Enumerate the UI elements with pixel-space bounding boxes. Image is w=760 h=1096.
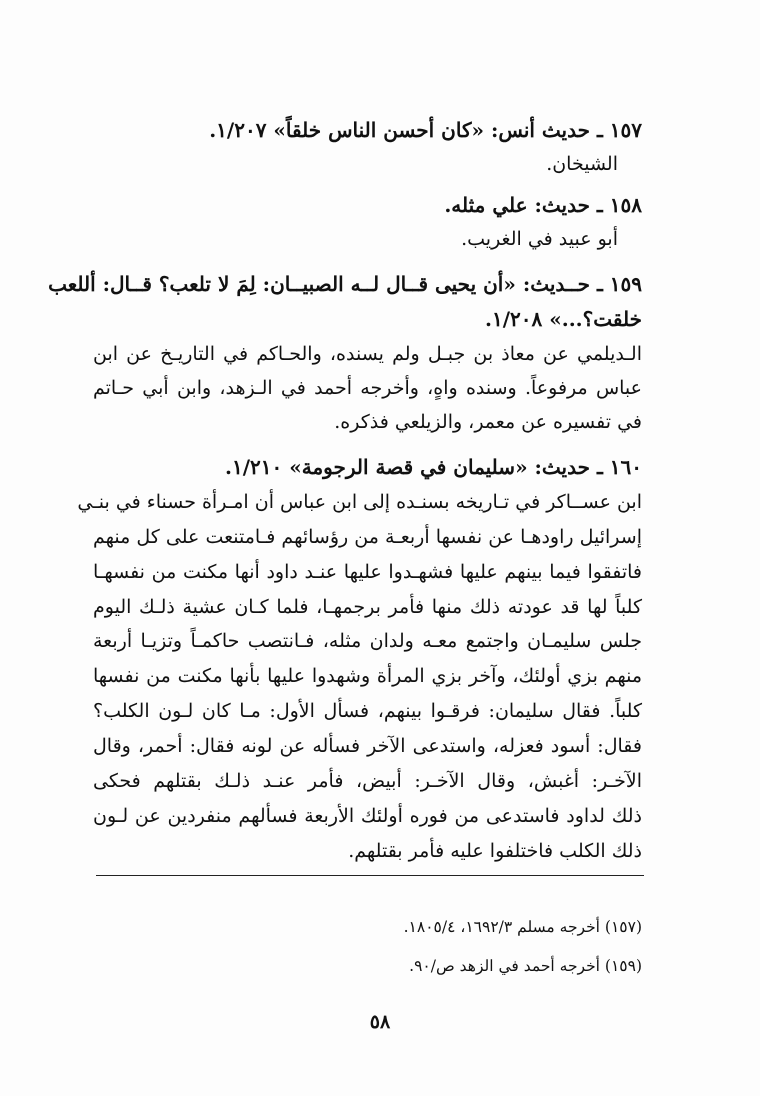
entry-160-body-line-6: منهم بزي أولئك، وآخر بزي المرأة وشهدوا عليها بأنها مكنت من نفسها: [93, 665, 642, 687]
entry-160-body-line-2: إسرائيل راودهـا عن نفسها أربعـة من رؤسائهم فـامتنعت على كل منهم: [93, 526, 642, 548]
entry-160-body-line-9: الآخـر: أغبش، وقال الآخـر: أبيض، فأمر عنـد ذلـك بقتلهم فحكى: [93, 770, 642, 792]
entry-160-title: ١٦٠ ـ حديث: «سليمان في قصة الرجومة» ١/٢١٠.: [225, 455, 642, 479]
entry-160-body-line-8: فقال: أسود فعزله، واستدعى الآخر فسأله عن لونه فقال: أحمر، وقال: [93, 735, 642, 757]
footnote-157: (١٥٧) أخرجه مسلم ١٦٩٢/٣، ١٨٠٥/٤.: [403, 918, 642, 936]
entry-157-title: ١٥٧ ـ حديث أنس: «كان أحسن الناس خلقاً» ١/٢٠٧.: [209, 118, 642, 142]
entry-160-body-line-7: كلباً. فقال سليمان: فرقـوا بينهم، فسأل الأول: مـا كان لـون الكلب؟: [93, 700, 642, 722]
entry-158-title: ١٥٨ ـ حديث: علي مثله.: [444, 193, 642, 217]
entry-160-body-line-3: فاتفقوا فيما بينهم عليها فشهـدوا عليها عنـد داود أنها مكنت من نفسهـا: [93, 561, 642, 583]
footnote-159: (١٥٩) أخرجه أحمد في الزهد ص/٩٠.: [409, 957, 642, 975]
entry-160-body-line-5: جلس سليمـان واجتمع معـه ولدان مثله، فـانتصب حاكمـاً وتزيـا أربعة: [93, 630, 642, 652]
entry-157-body: الشيخان.: [546, 153, 618, 175]
entry-159-body-line-1: الـديلمي عن معاذ بن جبـل ولم يسنده، والحـاكم في التاريـخ عن ابن: [93, 343, 642, 365]
entry-160-body-line-1: ابن عســاكر في تـاريخه بسنـده إلى ابن عباس أن امـرأة حسناء في بنـي: [77, 491, 642, 513]
page-number: ٥٨: [369, 1011, 391, 1033]
entry-159-title-line-1: ١٥٩ ـ حــديث: «أن يحيى قــال لــه الصبيــان: لِمَ لا تلعب؟ قــال: أللعب: [48, 272, 642, 296]
entry-160-body-line-10: ذلك لداود فاستدعى من فوره أولئك الأربعة فسألهم منفردين عن لـون: [93, 805, 642, 827]
entry-159-title-line-2: خلقت؟...» ١/٢٠٨.: [485, 307, 642, 331]
entry-159-body-line-2: عباس مرفوعاً. وسنده واهٍ، وأخرجه أحمد في الـزهد، وابن أبي حـاتم: [93, 377, 642, 399]
entry-160-body-line-11: ذلك الكلب فاختلفوا عليه فأمر بقتلهم.: [348, 840, 642, 862]
footnote-divider: [96, 875, 644, 876]
entry-158-body: أبو عبيد في الغريب.: [461, 228, 618, 250]
entry-160-body-line-4: كلباً لها قد عودته ذلك منها فأمر برجمهـا، فلما كـان عشية ذلـك اليوم: [93, 596, 642, 618]
entry-159-body-line-3: في تفسيره عن معمر، والزيلعي فذكره.: [334, 411, 642, 433]
